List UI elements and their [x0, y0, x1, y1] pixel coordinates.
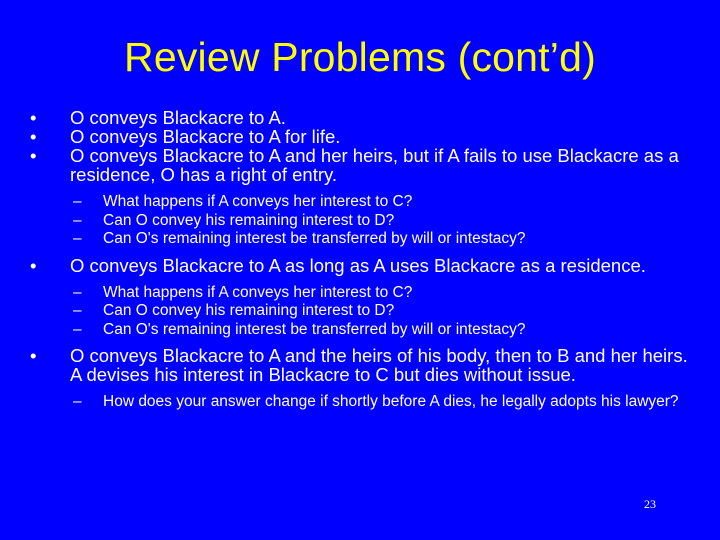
- sub-bullet-text: What happens if A conveys her interest to C?: [103, 283, 413, 301]
- bullet-text: O conveys Blackacre to A for life.: [70, 126, 341, 147]
- bullet-text: O conveys Blackacre to A and the heirs of his body, then to B and her heirs. A devises his interest in Blackacre to C but dies without issue.: [70, 345, 688, 385]
- sub-bullet-item: [30, 321, 690, 340]
- sub-bullet-text: How does your answer change if shortly before A dies, he legally adopts his lawyer?: [103, 393, 679, 410]
- sub-bullet-text: What happens if A conveys her interest to C?: [103, 193, 413, 210]
- sub-bullet-item: [30, 393, 690, 412]
- bullet-item: [30, 256, 690, 275]
- sub-bullet-text: Can O convey his remaining interest to D?: [103, 211, 395, 229]
- bullet-text: O conveys Blackacre to A as long as A uses Blackacre as a residence.: [70, 254, 646, 276]
- sub-bullet-item: [30, 212, 690, 231]
- sub-bullet-marker: –: [73, 230, 82, 247]
- bullet-text: O conveys Blackacre to A and her heirs, but if A fails to use Blackacre as a residence, O has a right of entry.: [70, 145, 679, 185]
- sub-bullet-item: [30, 302, 690, 321]
- bullet-item: [30, 346, 690, 384]
- bullet-text: O conveys Blackacre to A.: [70, 107, 286, 128]
- bullet-item: [30, 146, 690, 184]
- page-number: 23: [644, 497, 656, 511]
- sub-bullet-text: Can O's remaining interest be transferred by will or intestacy?: [103, 320, 526, 338]
- sub-bullet-list: [30, 284, 690, 340]
- sub-bullet-list: [30, 193, 690, 249]
- sub-bullet-text: Can O convey his remaining interest to D?: [103, 302, 395, 319]
- sub-bullet-marker: –: [73, 302, 82, 319]
- slide-content: [30, 108, 690, 419]
- bullet-marker: •: [30, 107, 37, 128]
- bullet-item: [30, 108, 690, 127]
- bullet-marker: •: [30, 345, 37, 366]
- sub-bullet-marker: –: [73, 193, 82, 210]
- sub-bullet-marker: –: [73, 211, 82, 229]
- bullet-marker: •: [30, 145, 37, 166]
- bullet-marker: •: [30, 254, 37, 276]
- sub-bullet-item: [30, 193, 690, 212]
- sub-bullet-list: [30, 393, 690, 412]
- sub-bullet-item: [30, 284, 690, 303]
- sub-bullet-marker: –: [73, 320, 82, 338]
- sub-bullet-item: [30, 230, 690, 249]
- bullet-item: [30, 127, 690, 146]
- sub-bullet-marker: –: [73, 393, 82, 410]
- slide-title: Review Problems (cont’d): [124, 34, 596, 80]
- bullet-marker: •: [30, 126, 37, 147]
- sub-bullet-text: Can O's remaining interest be transferred by will or intestacy?: [103, 230, 526, 247]
- sub-bullet-marker: –: [73, 283, 82, 301]
